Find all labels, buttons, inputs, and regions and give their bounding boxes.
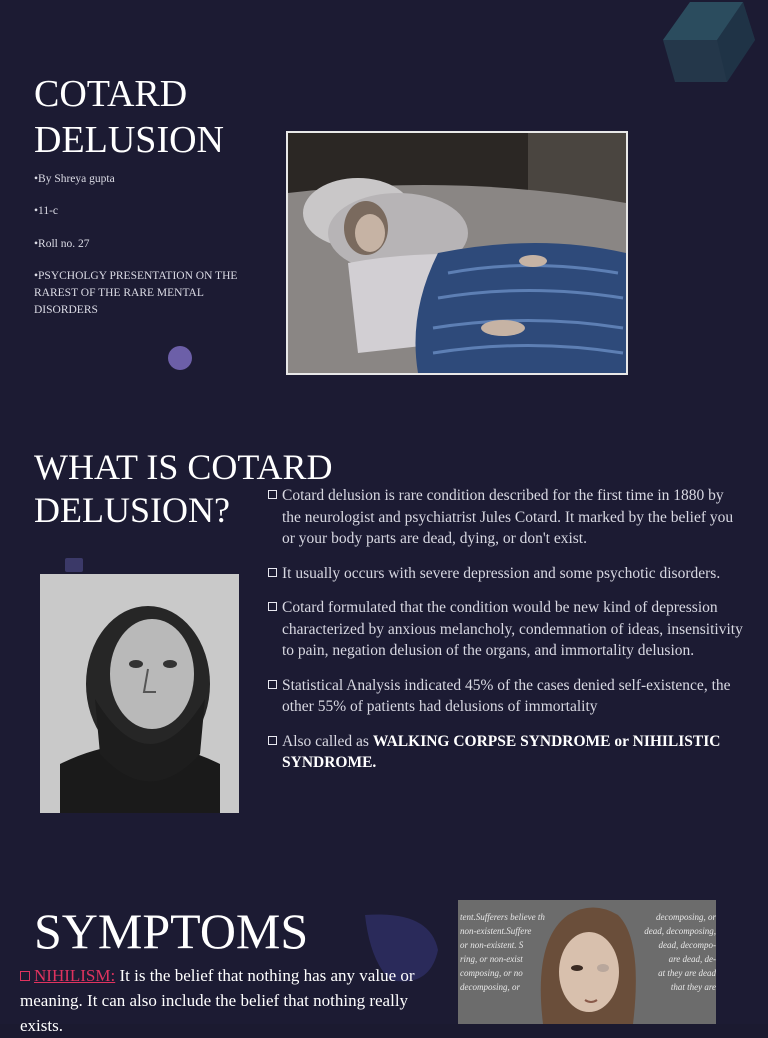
section-title-line-2: DELUSION? — [34, 490, 230, 530]
photo-text: non-existent.Suffere — [460, 926, 532, 936]
subject-line: •PSYCHOLGY PRESENTATION ON THE RAREST OF THE RARE MENTAL DISORDERS — [34, 269, 238, 317]
title-line-1: COTARD — [34, 73, 188, 115]
photo-text: at they are dead — [658, 968, 716, 978]
definition-bullet-list — [268, 485, 743, 787]
photo-text: or non-existent. S — [460, 940, 524, 950]
class-line: •11-c — [34, 205, 59, 218]
bullet-item — [268, 597, 743, 662]
slide-title — [0, 0, 768, 430]
cube-decoration-icon — [655, 0, 765, 85]
photo-text: decomposing, or — [656, 912, 716, 922]
photo-text: composing, or no — [460, 968, 523, 978]
photo-text: decomposing, or — [460, 982, 520, 992]
nihilism-link[interactable]: NIHILISM: — [34, 966, 116, 985]
checkbox-bullet-icon — [20, 971, 30, 981]
nihilism-definition: It is the belief that nothing has any value or meaning. It can also include the belief that nothing really exists. — [20, 966, 415, 1035]
slide-definition — [0, 430, 768, 885]
bullet-item — [268, 563, 743, 585]
checkbox-bullet-icon — [268, 602, 277, 611]
title-line-2: DELUSION — [34, 118, 224, 161]
painting-image — [286, 131, 628, 375]
checkbox-bullet-icon — [268, 736, 277, 745]
bullet-item — [268, 731, 743, 774]
portrait-image — [40, 574, 239, 813]
photo-text: tent.Sufferers believe th — [460, 912, 545, 922]
author-line: •By Shreya gupta — [34, 173, 115, 185]
checkbox-bullet-icon — [268, 680, 277, 689]
photo-text: are dead, de- — [668, 954, 716, 964]
shape-decoration — [65, 558, 83, 572]
presentation-meta — [34, 171, 259, 320]
bullet-text: Also called as — [282, 732, 373, 750]
slide-symptoms — [0, 885, 768, 1035]
page-title — [34, 72, 224, 163]
bullet-text: It usually occurs with severe depression and some psychotic disorders. — [282, 564, 721, 582]
nihilism-item — [20, 963, 435, 1038]
photo-text: that they are — [670, 982, 716, 992]
photo-text: dead, decomposing, — [644, 926, 716, 936]
bullet-text: Statistical Analysis indicated 45% of the cases denied self-existence, the other 55% of patients had delusions of immortality — [282, 676, 731, 715]
photo-text: dead, decompo- — [658, 940, 716, 950]
bullet-item — [268, 675, 743, 718]
checkbox-bullet-icon — [268, 568, 277, 577]
symptoms-title: SYMPTOMS — [34, 903, 309, 959]
checkbox-bullet-icon — [268, 490, 277, 499]
roll-line: •Roll no. 27 — [34, 237, 90, 250]
bullet-text: Cotard formulated that the condition would be new kind of depression characterized by anxious melancholy, condemnation of ideas, insensitivity to pain, negation delusion of the organs, and immortality delusion. — [282, 599, 743, 659]
woman-face-illustration — [533, 900, 643, 1024]
bullet-text: Cotard delusion is rare condition described for the first time in 1880 by the neurologist and psychiatrist Jules Cotard. It marked by the belief you or your body parts are dead, dying, or don't exist. — [282, 487, 734, 547]
photo-text: ring, or non-exist — [460, 954, 523, 964]
bullet-item — [268, 485, 743, 550]
symptoms-image — [458, 900, 716, 1024]
section-title-line-1: WHAT IS COTARD — [34, 447, 333, 487]
purple-dot-decoration — [168, 346, 192, 370]
syndrome-names: WALKING CORPSE SYNDROME or NIHILISTIC SYNDROME. — [282, 732, 721, 771]
